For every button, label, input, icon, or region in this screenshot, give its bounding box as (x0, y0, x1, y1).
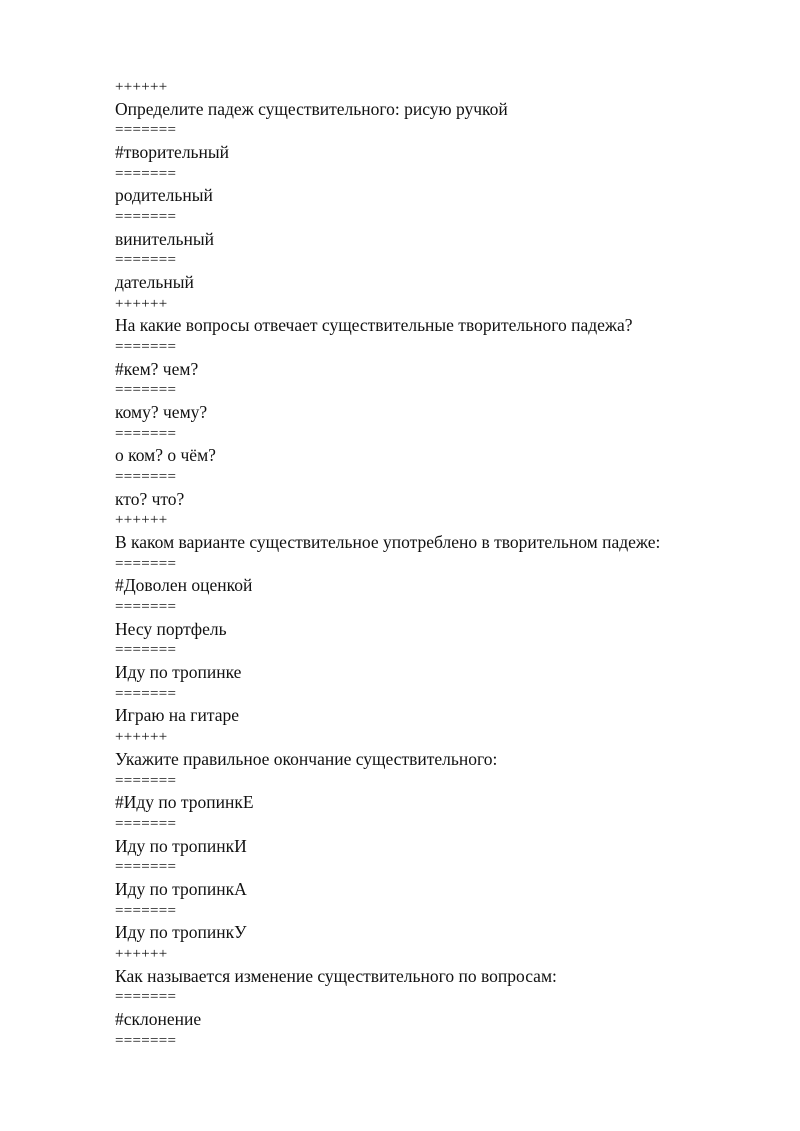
option-separator: ======= (115, 772, 177, 789)
question-separator: ++++++ (115, 512, 168, 529)
question-text: Как называется изменение существительного по вопросам: (115, 965, 557, 986)
option-separator: ======= (115, 815, 177, 832)
question-text: На какие вопросы отвечает существительные творительного падежа? (115, 315, 633, 336)
option-separator: ======= (115, 122, 177, 139)
question-separator: ++++++ (115, 79, 168, 95)
option-separator: ======= (115, 902, 177, 919)
correct-answer: #творительный (115, 142, 230, 163)
option-separator: ======= (115, 555, 177, 572)
answer-option: о ком? о чём? (115, 445, 216, 466)
answer-option: кто? что? (115, 488, 185, 509)
option-separator: ======= (115, 1032, 177, 1049)
answer-option: родительный (115, 185, 213, 206)
option-separator: ======= (115, 382, 177, 399)
correct-answer: #Доволен оценкой (115, 575, 253, 596)
answer-option: Несу портфель (115, 618, 227, 639)
option-separator: ======= (115, 859, 177, 876)
answer-option: Иду по тропинкА (115, 878, 247, 899)
option-separator: ======= (115, 642, 177, 659)
answer-option: кому? чему? (115, 402, 208, 423)
answer-option: Иду по тропинкУ (115, 922, 247, 943)
answer-option: Играю на гитаре (115, 705, 239, 726)
correct-answer: #Иду по тропинкЕ (115, 792, 254, 813)
answer-option: Иду по тропинке (115, 662, 242, 683)
question-separator: ++++++ (115, 945, 168, 962)
option-separator: ======= (115, 469, 177, 486)
option-separator: ======= (115, 252, 177, 269)
question-text: В каком варианте существительное употреблено в творительном падеже: (115, 532, 661, 553)
option-separator: ======= (115, 209, 177, 226)
answer-option: Иду по тропинкИ (115, 835, 247, 856)
question-text: Определите падеж существительного: рисую ручкой (115, 98, 508, 119)
option-separator: ======= (115, 989, 177, 1006)
option-separator: ======= (115, 425, 177, 442)
correct-answer: #кем? чем? (115, 358, 199, 379)
answer-option: винительный (115, 228, 214, 249)
document-text (115, 77, 760, 1052)
option-separator: ======= (115, 599, 177, 616)
option-separator: ======= (115, 685, 177, 702)
answer-option: дательный (115, 272, 194, 293)
option-separator: ======= (115, 339, 177, 356)
question-separator: ++++++ (115, 729, 168, 746)
correct-answer: #склонение (115, 1008, 202, 1029)
question-separator: ++++++ (115, 295, 168, 312)
question-text: Укажите правильное окончание существительного: (115, 748, 498, 769)
option-separator: ======= (115, 165, 177, 182)
